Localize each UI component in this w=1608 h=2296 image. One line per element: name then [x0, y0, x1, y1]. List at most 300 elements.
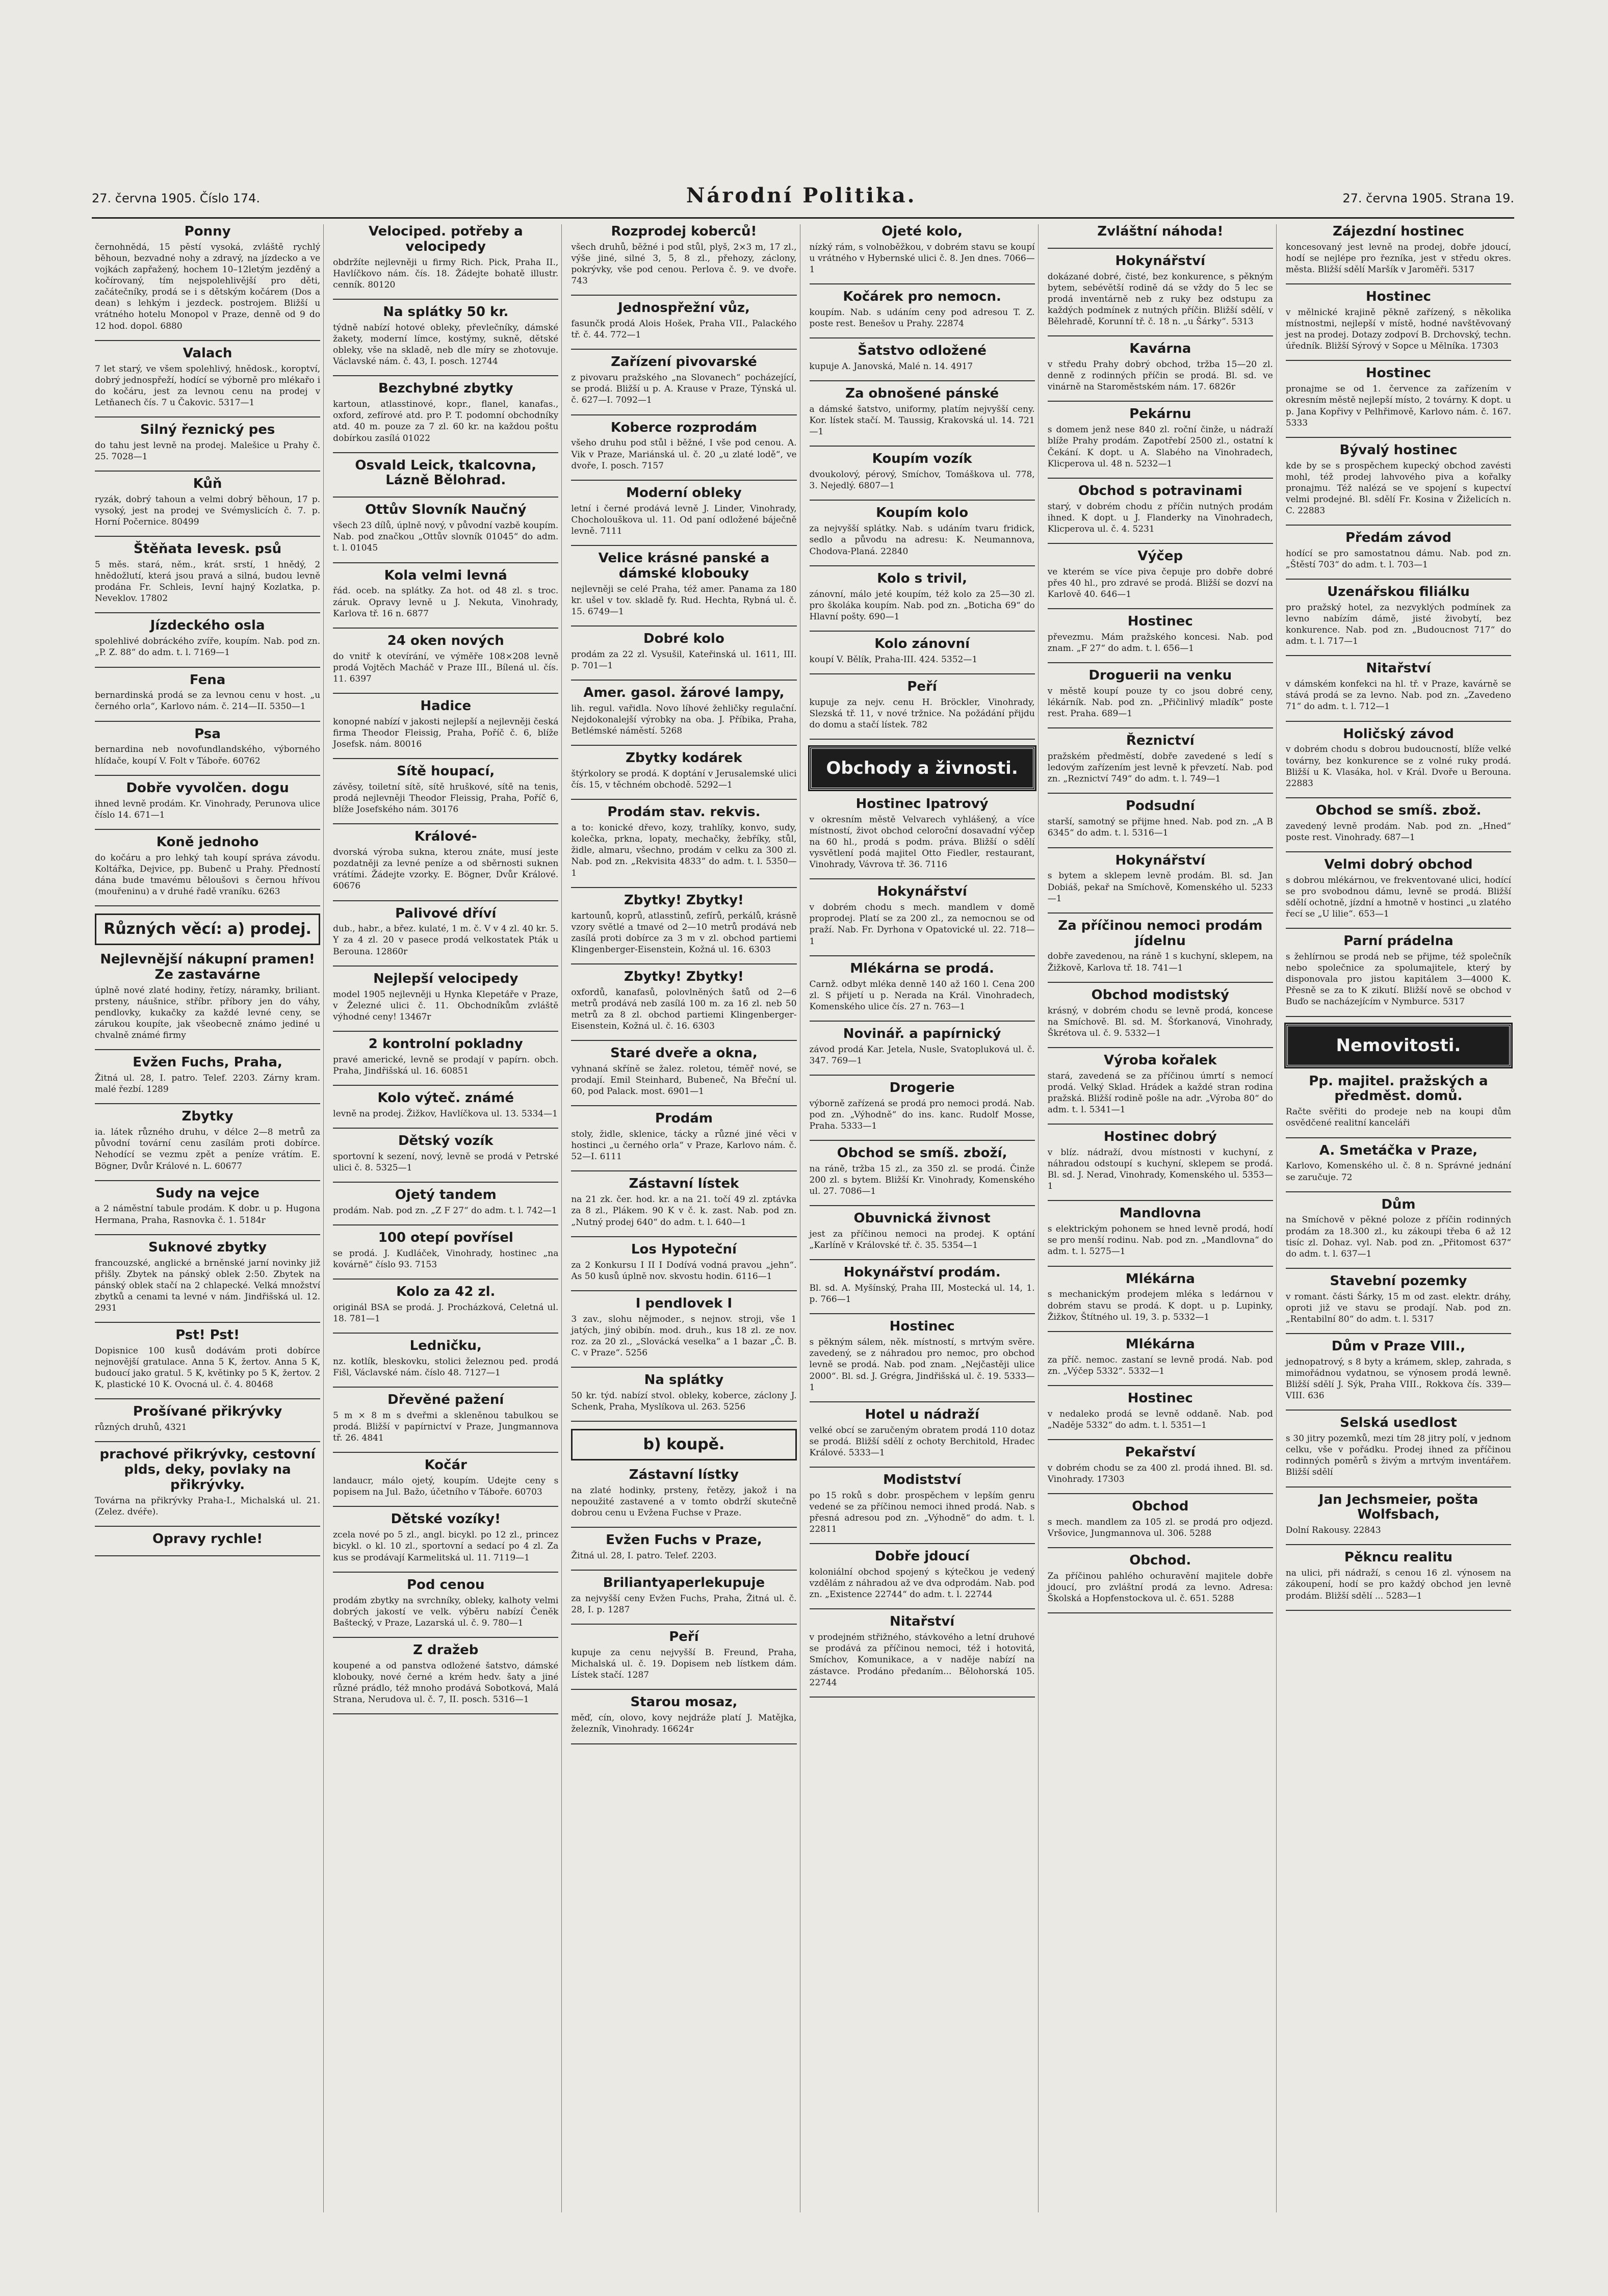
- ad-text: v blíz. nádraží, dvou místnosti v kuchyní, z náhradou odstoupí s kuchyní, sklepem se prodá. Bl. sd. J. Nerad, Vinohrady, Komenského ul. 5353—1: [1047, 1147, 1273, 1192]
- classified-ad: [571, 1296, 796, 1359]
- ad-divider: [571, 1367, 796, 1368]
- ad-heading: Hostinec: [1365, 289, 1431, 305]
- ad-text: ihned levně prodám. Kr. Vinohrady, Perunova ulice číslo 14. 671—1: [95, 798, 321, 820]
- classified-ad: [333, 1134, 558, 1173]
- ad-divider: [333, 562, 558, 563]
- ad-divider: [571, 349, 796, 350]
- classified-ad: [571, 1533, 796, 1561]
- ad-text: a dámské šatstvo, uniformy, platím nejvyšší ceny. Kor. lístek stačí. M. Taussig, Krakovská ul. 14. 721—1: [809, 404, 1035, 437]
- ad-text: řád. oceb. na splátky. Za hot. od 48 zl. s troc. záruk. Opravy levně u J. Nekuta, Vinohrady, Karlova tř. 16 n. 6877: [333, 586, 559, 619]
- ad-heading: Hokynářství: [877, 884, 967, 900]
- classified-ad: [571, 893, 796, 955]
- ad-divider: [810, 631, 1035, 632]
- ad-divider: [1048, 1493, 1273, 1494]
- classified-ad: [1048, 853, 1273, 904]
- ad-heading: Evžen Fuchs, Praha,: [133, 1055, 282, 1071]
- ad-divider: [1286, 721, 1511, 722]
- ad-divider: [1286, 1268, 1511, 1269]
- ad-text: Račte svěřiti do prodeje neb na koupi dům osvědčené realitní kanceláři: [1285, 1107, 1512, 1129]
- ad-divider: [95, 775, 320, 776]
- classified-ad: [95, 835, 320, 897]
- ad-text: převezmu. Mám pražského koncesi. Nab. pod znam. „F 27“ do adm. t. l. 656—1: [1047, 632, 1273, 654]
- ad-divider: [1048, 727, 1273, 728]
- classified-ad: [571, 1468, 796, 1519]
- classified-ad: [1048, 1553, 1273, 1604]
- ad-divider: [1286, 797, 1511, 798]
- ad-divider: [95, 536, 320, 537]
- ad-divider: [333, 1085, 558, 1086]
- ad-text: různých druhů, 4321: [95, 1422, 187, 1433]
- ad-heading: 24 oken nových: [387, 633, 504, 648]
- ad-heading: Podsudní: [1125, 798, 1195, 814]
- ad-text: koloniální obchod spojený s kýtečkou je vedený vzdělám z náhradou až ve dva odprodám. Nab. pod zn. „Existence 22744“ do adm. t. l. 22744: [809, 1567, 1035, 1600]
- ad-divider: [810, 1543, 1035, 1544]
- ad-heading: Palivové dříví: [395, 905, 497, 921]
- classified-ad: [571, 1111, 796, 1162]
- ad-text: prodám. Nab. pod zn. „Z F 27“ do adm. t. l. 742—1: [333, 1205, 557, 1216]
- classified-ad: [1286, 1274, 1511, 1325]
- ad-divider: [810, 739, 1035, 740]
- classified-ad: [333, 1578, 558, 1629]
- ad-heading: Zařízení pivovarské: [611, 354, 757, 370]
- ad-text: krásný, v dobrém chodu se levně prodá, koncese na Smíchově. Bl. sd. M. Šťorkanová, Vinohrady, Škrétova ul. č. 9. 5332—1: [1047, 1005, 1273, 1038]
- classified-ad: [333, 906, 558, 957]
- classified-ad: [1286, 1416, 1511, 1478]
- classified-ad: [95, 673, 320, 713]
- ad-heading: Dřevěné pažení: [387, 1392, 504, 1408]
- classified-ad: [95, 618, 320, 658]
- ad-text: v prodejném střižného, stávkového a letní druhové se prodává za příčinou nemoci, též i hotovitá, Smíchov, Komunikace, a v naděje nabízí na zástavce. Prodáno předaním... Bělohorská 105. 22744: [809, 1632, 1035, 1688]
- classified-ad: [810, 884, 1035, 947]
- classified-ad: [810, 1081, 1035, 1132]
- ad-heading: Králové-: [414, 829, 477, 845]
- classified-ad: [810, 386, 1035, 437]
- ad-divider: [810, 446, 1035, 447]
- ad-heading: Hadice: [420, 698, 472, 714]
- ad-divider: [810, 1259, 1035, 1260]
- ad-heading: Na splátky: [644, 1372, 724, 1388]
- ad-text: Za příčinou pahlého ochuravění majitele dobře jdoucí, pro zvláštní prodá za levno. Adresa: Školská a Hopfenstockova ul. č. 651. 5288: [1047, 1571, 1273, 1604]
- ad-divider: [571, 545, 796, 546]
- ad-heading: Obchod s potravinami: [1078, 483, 1242, 499]
- classified-ad: [1048, 614, 1273, 654]
- ad-divider: [571, 1570, 796, 1571]
- ad-text: dvoukolový, pérový, Smíchov, Tomáškova ul. 778, 3. Nejedlý. 6807—1: [809, 469, 1035, 491]
- ad-heading: Zástavní lístek: [629, 1176, 739, 1192]
- ad-heading: Hostinec: [889, 1319, 955, 1335]
- classified-ad: [95, 1404, 320, 1433]
- ad-text: na 21 zk. čer. hod. kr. a na 21. točí 49 zl. zptávka za 8 zl., Plákem. 90 K v č. k. zast. Nab. pod zn. „Nutný prodej 640“ do adm. t. l. 640—1: [571, 1194, 797, 1228]
- ad-heading: Sudy na vejce: [155, 1185, 260, 1201]
- classified-ad: [810, 344, 1035, 372]
- ad-text: originál BSA se prodá. J. Procházková, Celetná ul. 18. 781—1: [333, 1302, 559, 1324]
- ad-divider: [1286, 1544, 1511, 1545]
- ad-text: 3 zav., slohu nějmoder., s nejnov. stroji, vše 1 jatých, jiný obibín. mod. druh., kus 18 zl. ze nov. roz. za 20 zl., „Slovácká veselka“ a 1 bazar „Č. B. C. v Praze“. 5256: [571, 1314, 797, 1358]
- ad-divider: [810, 1697, 1035, 1698]
- ad-text: kupuje za cenu nejvyšší B. Freund, Praha, Michalská ul. č. 19. Dopisem neb lístkem dám. Lístek stačí. 1287: [571, 1648, 797, 1681]
- ad-divider: [810, 1140, 1035, 1141]
- ad-heading: Obchod se smíš. zbož.: [1315, 802, 1482, 818]
- ad-divider: [571, 799, 796, 800]
- ad-heading: Zástavní lístky: [629, 1467, 739, 1483]
- ad-heading: Za příčinou nemoci prodám jídelnu: [1058, 918, 1263, 949]
- classified-ad: [333, 568, 558, 619]
- classified-ad: [1048, 668, 1273, 719]
- ad-divider: [95, 667, 320, 668]
- ad-text: oxfordů, kanafasů, polovlněných šatů od 2—6 metrů prodává neb zasílá 100 m. za 16 zl. neb 50 metrů za 8 zl. obchod partiemi Klingenberger-Eisenstein, Kožná ul. č. 16. 6303: [571, 987, 797, 1032]
- ad-text: 5 měs. stará, něm., krát. srstí, 1 hnědý, 2 hnědožlutí, která jsou pravá a silná, budou levně prodána Fr. Schleis, Ievní hajný Kozlatka, p. Neveklov. 17802: [95, 560, 321, 604]
- classified-ad: [95, 781, 320, 821]
- ad-text: konopné nabízí v jakosti nejlepší a nejlevněji česká firma Theodor Fleissig, Praha, Poříč č. 6, blíže Josefsk. nám. 80016: [333, 716, 559, 749]
- classified-ad: [333, 1231, 558, 1270]
- ad-heading: Kočár: [424, 1457, 467, 1473]
- ad-text: ryzák, dobrý tahoun a velmi dobrý běhoun, 17 p. vysoký, jest na prodej ve Svémyslicích č. 7. p. Horní Počernice. 80499: [95, 494, 321, 528]
- ad-text: zánovní, málo jeté koupím, též kolo za 25—30 zl. pro školáka koupím. Nab. pod zn. „Boticha 69“ do Hlavní pošty. 690—1: [809, 589, 1035, 622]
- ad-divider: [810, 1021, 1035, 1022]
- ad-text: na ulici, při nádraží, s cenou 16 zl. výnosem na zákoupení, hodí se pro každý obchod jen levně prodám. Bližší sdělí ... 5283—1: [1285, 1568, 1512, 1601]
- ad-divider: [1048, 1266, 1273, 1267]
- ad-divider: [1286, 360, 1511, 361]
- ad-divider: [1048, 1612, 1273, 1613]
- classified-ad: [810, 452, 1035, 491]
- ad-text: kartounů, koprů, atlasstinů, zefírů, perkálů, krásně vzory světlé a tmavé od 2—10 metrů prodává neb zasílá proti dobírce za 3 m v zl. obchod partiemi Klingenberger-Eisenstein, Kožná ul. 16. 6303: [571, 910, 797, 955]
- classified-ad: [333, 224, 558, 291]
- classified-ad: [571, 1242, 796, 1282]
- ad-heading: Pst! Pst!: [175, 1327, 240, 1343]
- ad-heading: Briliantyaperlekupuje: [603, 1575, 765, 1591]
- classified-ad: [333, 1188, 558, 1216]
- classified-ad: [1286, 1074, 1511, 1129]
- ad-heading: Koně jednoho: [156, 834, 259, 850]
- classified-ad: [810, 1407, 1035, 1458]
- classified-ad: [571, 224, 796, 286]
- ad-text: v dobrém chodu s mech. mandlem v domě proprodej. Platí se za 200 zl., za nemocnou se od praží. Nab. Fr. Dyrhona v Opatovické ul. 22. 718—1: [809, 902, 1035, 947]
- ad-text: s mechanickým prodejem mléka s ledárnou v dobrém stavu se prodá. K dopt. u p. Lupinky, Žižkov, Štítného ul. 19, 3. p. 5332—1: [1047, 1289, 1273, 1322]
- ad-text: v dámském konfekci na hl. tř. v Praze, kavárně se stává prodá se za levno. Nab. pod zn. „Zavedeno 71“ do adm. t. l. 712—1: [1285, 679, 1512, 712]
- ad-divider: [333, 452, 558, 453]
- ad-text: francouzské, anglické a brněnské jarní novinky již přišly. Zbytek na pánský oblek 2:50. Zbytek na pánský oblek stačí na 2 chlapecké. Velká množství zbytků a cenami ta levné v nám. Jindřišská ul. 12. 2931: [95, 1258, 321, 1313]
- ad-divider: [333, 1506, 558, 1507]
- ad-divider: [1286, 1191, 1511, 1192]
- ad-divider: [333, 628, 558, 629]
- ad-heading: Suknové zbytky: [148, 1239, 267, 1255]
- ad-divider: [333, 1333, 558, 1334]
- ad-heading: Valach: [183, 345, 232, 361]
- ad-divider: [333, 299, 558, 300]
- section-banner: Obchody a živnosti.: [810, 747, 1035, 790]
- ad-text: a 2 náměstní tabule prodám. K dobr. u p. Hugona Hermana, Praha, Rasnovka č. 1. 5184r: [95, 1204, 321, 1225]
- ad-heading: Holičský závod: [1343, 726, 1454, 742]
- classified-ad: [810, 290, 1035, 329]
- classified-ad: [333, 1285, 558, 1324]
- ad-heading: Dům: [1381, 1196, 1416, 1212]
- ad-heading: Kola velmi levná: [384, 567, 507, 583]
- classified-ad: [810, 797, 1035, 870]
- ad-text: velké obcí se zaručeným obratem prodá 110 dotaz se prodá. Bližší sdělí z ochoty Berchitold, Hradec Králové. 5333—1: [809, 1425, 1035, 1458]
- section-banner: Nemovitosti.: [1286, 1024, 1511, 1067]
- ad-text: koupím. Nab. s udáním ceny pod adresou T. Z. poste rest. Benešov u Prahy. 22874: [809, 307, 1035, 329]
- ad-text: s žehlírnou se prodá neb se přijme, též společník nebo společnice za spolumajitele, který by disponovala pro jistou kapitálem 3—4000 K. Přesně se za to K zikutí. Bližší nově se obchod v Buďo se nacházejícím v Nymburce. 5317: [1285, 952, 1512, 1007]
- ad-heading: Pp. majitel. pražských a předměst. domů.: [1309, 1073, 1488, 1104]
- ad-heading: Opravy rychle!: [152, 1531, 263, 1547]
- classified-ad: [1286, 1143, 1511, 1183]
- classified-ad: [571, 1630, 796, 1681]
- ad-text: prodám zbytky na svrchníky, obleky, kalhoty velmi dobrých jakostí ve velk. výběru nabízí Čeněk Baštecký, v Praze, Lazarská ul. č. 9. 780—1: [333, 1595, 559, 1628]
- ad-divider: [571, 295, 796, 296]
- column-6: [1283, 224, 1514, 2212]
- ad-divider: [1048, 1439, 1273, 1440]
- ad-heading: Velmi dobrý obchod: [1324, 856, 1473, 872]
- ad-heading: Kolo zánovní: [874, 636, 970, 651]
- ad-heading: 2 kontrolní pokladny: [368, 1036, 523, 1052]
- ad-heading: Mandlovna: [1119, 1206, 1201, 1221]
- classified-ad: [810, 1211, 1035, 1251]
- ad-text: s elektrickým pohonem se hned levně prodá, hodí se pro menší rodinu. Nab. pod zn. „Mandlovna“ do adm. t. l. 5275—1: [1047, 1224, 1273, 1257]
- ad-heading: Fena: [189, 672, 226, 688]
- ad-heading: Mlékárna: [1125, 1336, 1195, 1352]
- ad-divider: [333, 1031, 558, 1032]
- ad-divider: [571, 1743, 796, 1744]
- classified-ad: [1048, 1391, 1273, 1431]
- classified-ad: [95, 224, 320, 332]
- ad-text: do vnitř k otevírání, ve výměře 108×208 levně prodá Vojtěch Macháč v Praze III., Bílená ul. čís. 11. 6397: [333, 651, 559, 684]
- ad-heading: Ojeté kolo,: [881, 224, 963, 239]
- ad-text: stará, zavedená se za příčinou úmrtí s nemocí prodá. Velký Sklad. Hrádek a každé stran rodina pražská. Bližší rodině pošle na adr. „Výroba 80“ do adm. t. l. 5341—1: [1047, 1071, 1273, 1115]
- newspaper-title: Národní Politika.: [686, 184, 917, 207]
- classified-ad: [1286, 585, 1511, 647]
- classified-ad: [1286, 1339, 1511, 1401]
- ad-heading: Selská usedlost: [1340, 1415, 1457, 1431]
- ad-divider: [333, 758, 558, 759]
- ad-divider: [95, 905, 320, 906]
- ad-text: zavedený levně prodám. Nab. pod zn. „Hned“ poste rest. Vinohrady. 687—1: [1285, 821, 1512, 843]
- classified-ad: [1286, 531, 1511, 570]
- ad-heading: Jan Jechsmeier, pošta Wolfsbach,: [1318, 1492, 1479, 1523]
- ad-text: dobře zavedenou, na ráně 1 s kuchyní, sklepem, na Žižkově, Karlova tř. 18. 741—1: [1047, 951, 1273, 973]
- classified-ad: [1286, 1550, 1511, 1601]
- ad-heading: Na splátky 50 kr.: [383, 304, 509, 320]
- ad-heading: Obuvnická živnost: [853, 1211, 991, 1227]
- ad-text: v dobrém chodu se za 400 zl. prodá ihned. Bl. sd. Vinohrady. 17303: [1047, 1463, 1273, 1484]
- ad-text: starší, samotný se přijme hned. Nab. pod zn. „A B 6345“ do adm. t. l. 5316—1: [1047, 817, 1273, 839]
- ad-text: ve kterém se více piva čepuje pro dobře dobré přes 40 hl., pro zdravé se prodá. Bližší se dozví na Karlově 40. 646—1: [1047, 566, 1273, 599]
- ad-text: koncesovaný jest levně na prodej, dobře jdoucí, hodí se nejlépe pro řezníka, jest v středu okres. města. Bližší sdělí Maršík v Jaroměři. 5317: [1285, 242, 1512, 275]
- ad-text: s dobrou mlékárnou, ve frekventované ulici, hodící se pro svobodnou dámu, levně se prodá. Bližší sdělí ochotně, jízdní a hmotně v hostinci „u zlatého řecí se „U lilie“. 653—1: [1285, 875, 1512, 920]
- ad-heading: Předám závod: [1345, 530, 1451, 546]
- classified-ad: [571, 1695, 796, 1735]
- ad-divider: [333, 375, 558, 376]
- newspaper-page: [92, 184, 1514, 2223]
- classified-ad: [571, 301, 796, 341]
- ad-divider: [95, 1526, 320, 1527]
- ad-heading: Psa: [194, 726, 221, 742]
- ad-text: v mělnické krajině pěkně zařízený, s několika místnostmi, nejlepší v místě, hodné navštěvovaný jest na prodej. Dotazy zodpoví B. Drchovský, techn. úředník. Bližší Sýrový v Sopce u Mělníka. 17303: [1285, 307, 1512, 352]
- ad-heading: prachové přikrývky, cestovní plds, deky, povlaky na přikrývky.: [99, 1447, 316, 1493]
- ad-heading: Dobře jdoucí: [874, 1549, 970, 1564]
- classified-ad: [1048, 484, 1273, 535]
- ad-heading: Ledničku,: [409, 1338, 482, 1354]
- classified-ad: [95, 727, 320, 767]
- column-3: [568, 224, 800, 2212]
- ad-divider: [1048, 1200, 1273, 1201]
- classified-ad: [333, 381, 558, 443]
- classified-ad: [333, 699, 558, 750]
- ad-divider: [1286, 283, 1511, 284]
- ad-divider: [333, 966, 558, 967]
- classified-ad: [1048, 224, 1273, 240]
- ad-text: jednopatrový, s 8 byty a krámem, sklep, zahrada, s mimořádnou vydatnou, se výnosem prodá lewně. Bližší sdělí J. Sýk, Praha VIII., Rokkova čís. 339—VIII. 636: [1285, 1356, 1512, 1401]
- ad-divider: [1048, 912, 1273, 914]
- ad-divider: [1048, 982, 1273, 983]
- ad-text: kupuje za nejv. cenu H. Bröckler, Vinohrady, Slezská tř. 11, v nové tržnice. Na požádání přijdu do domu a stačí lístek. 782: [809, 697, 1035, 730]
- ad-divider: [571, 1527, 796, 1528]
- ad-text: závěsy, toiletní sítě, sítě hruškové, sítě na tenis, prodá nejlevněji Theodor Fleissig, Praha, Poříč 6, blíže Josefského nám. 30176: [333, 781, 559, 815]
- ad-divider: [333, 1713, 558, 1714]
- ad-heading: Peří: [669, 1629, 699, 1645]
- ad-divider: [1286, 928, 1511, 929]
- ad-divider: [95, 416, 320, 418]
- ad-divider: [1286, 1333, 1511, 1334]
- classified-ad: [1286, 857, 1511, 920]
- ad-text: nz. kotlík, bleskovku, stolici železnou ped. prodá Fišl, Václavské nám. číslo 48. 7127—1: [333, 1356, 559, 1378]
- ad-text: v městě koupí pouze ty co jsou dobré ceny, lékárník. Nab. pod zn. „Přičinlivý mladík“ poste rest. Praha. 689—1: [1047, 686, 1273, 719]
- ad-divider: [333, 1452, 558, 1453]
- ad-divider: [1048, 401, 1273, 402]
- ad-divider: [571, 1105, 796, 1106]
- ad-heading: Nejlepší velocipedy: [373, 971, 518, 986]
- classified-ad: [1286, 366, 1511, 428]
- classified-ad: [810, 1146, 1035, 1197]
- ad-divider: [571, 1170, 796, 1171]
- classified-ad: [571, 751, 796, 791]
- classified-ad: [1048, 988, 1273, 1039]
- ad-divider: [333, 497, 558, 498]
- classified-ad: [333, 1393, 558, 1444]
- ad-text: letní i černé prodává levně J. Linder, Vinohrady, Chocholouškova ul. 11. Od paní odložené báječně levně. 7111: [571, 503, 797, 536]
- ad-text: za nejvyšší splátky. Nab. s udáním tvaru fridick, sedlo a původu na adresu: K. Neumannova, Chodova-Planá. 22840: [809, 524, 1035, 557]
- ad-divider: [810, 1205, 1035, 1206]
- ad-text: za 2 Konkursu I II I Dodívá vodná pravou „jehn“. As 50 kusů úplně nov. skvostu hodin. 6116—1: [571, 1260, 797, 1282]
- ad-divider: [1048, 847, 1273, 848]
- ad-text: nízký rám, s volnoběžkou, v dobrém stavu se koupí u vrátného v Hybernské ulici č. 8. Jen dnes. 7066—1: [809, 242, 1035, 275]
- ad-heading: Zbytky! Zbytky!: [624, 892, 744, 908]
- ad-divider: [333, 1387, 558, 1388]
- classified-ad: [571, 355, 796, 406]
- ad-heading: Parní prádelna: [1343, 933, 1454, 949]
- ad-heading: Hokynářství: [1115, 253, 1206, 269]
- ad-text: kartoun, atlasstinové, kopr., flanel, kanafas., oxford, zefírové atd. pro P. T. podomní obchodníky atd. 40 m. pouze za 7 zl. 60 kr. na každou poštu dobírkou zasílá 01022: [333, 399, 559, 443]
- ad-heading: Ojetý tandem: [395, 1187, 497, 1203]
- ad-text: měď, cín, olovo, kovy nejdráže platí J. Matějka, železník, Vinohrady. 16624r: [571, 1713, 797, 1735]
- classified-ad: [95, 1055, 320, 1095]
- ad-divider: [95, 612, 320, 613]
- ad-heading: Obchod se smíš. zboží,: [837, 1145, 1007, 1161]
- classified-ad: [333, 829, 558, 892]
- column-5: [1045, 224, 1277, 2212]
- ad-divider: [1286, 1410, 1511, 1411]
- classified-ad: [333, 1037, 558, 1077]
- ad-text: dokázané dobré, čisté, bez konkurence, s pěkným bytem, sebévětší rodině dá se vždy do 5 lec se prodá inventárně neb z ruky bez odstupu za každých podmínek z nutných příčin. Bližší sdělí, v Bělehradě, Korunní tř. č. 18 n. „u Šárky“. 5313: [1047, 271, 1273, 327]
- classified-ad: [571, 421, 796, 472]
- ad-text: pravé americké, levně se prodají v papírn. obch. Praha, Jindřišská ul. 16. 60851: [333, 1054, 559, 1076]
- classified-ad: [571, 551, 796, 617]
- ad-heading: A. Smetáčka v Praze,: [1319, 1142, 1478, 1158]
- ad-heading: Kočárek pro nemocn.: [843, 289, 1001, 305]
- ad-heading: Peří: [907, 679, 937, 694]
- header-date-issue: 27. června 1905. Číslo 174.: [92, 191, 261, 205]
- ad-heading: Hostinec: [1127, 1390, 1193, 1406]
- classified-ad: [571, 805, 796, 878]
- ad-text: z pivovaru pražského „na Slovanech“ pocházející, se prodá. Bližší u p. A. Krause v Praze, Týnská ul. č. 627—I. 7092—1: [571, 373, 797, 406]
- ad-text: stoly, židle, sklenice, tácky a různé jiné věci v hostinci „u černého orla“ v Praze, Karlovo nám. č. 52—I. 6111: [571, 1129, 797, 1162]
- ad-text: fasunčk prodá Alois Hošek, Praha VII., Palackého tř. č. 44. 772—1: [571, 319, 797, 341]
- ad-divider: [810, 878, 1035, 879]
- ad-heading: Výroba kořalek: [1103, 1052, 1217, 1068]
- ad-divider: [95, 1103, 320, 1104]
- classified-ad: [810, 680, 1035, 730]
- classified-ad: [333, 1512, 558, 1563]
- ad-heading: Dětský vozík: [398, 1133, 494, 1149]
- ad-text: týdně nabízí hotové obleky, převlečníky, dámské žakety, moderní límce, kostýmy, sukně, dětské obleky, vše na skladě, neb dle míry se zhotovuje. Václavské nám. č. 43, I. posch. 12744: [333, 322, 559, 367]
- classified-ad: [810, 961, 1035, 1012]
- classified-ad: [95, 423, 320, 462]
- ad-heading: I pendlovek I: [635, 1295, 733, 1311]
- classified-ad: [571, 1373, 796, 1413]
- ad-heading: Šatstvo odložené: [858, 343, 987, 359]
- ad-divider: [810, 1467, 1035, 1468]
- ad-text: Carnž. odbyt mléka denně 140 až 160 l. Cena 200 zl. S přijetí u p. Nerada na Král. Vinohradech, Komenského ulice čís. 27 n. 763—1: [809, 979, 1035, 1012]
- ad-heading: Bývalý hostinec: [1339, 442, 1458, 458]
- ad-text: spolehlivé dobráckého zvíře, koupím. Nab. pod zn. „P. Z. 88“ do adm. t. l. 7169—1: [95, 636, 321, 658]
- ad-divider: [1286, 655, 1511, 656]
- ad-text: pražském předměstí, dobře zavedené s ledí s ledovým zařízením jest levně k převzetí. Nab. pod zn. „Reznictví 749“ do adm. t. l. 749—1: [1047, 751, 1273, 785]
- classified-ad: [1048, 1499, 1273, 1539]
- classified-ad: [1048, 1206, 1273, 1257]
- ad-heading: Hokynářství prodám.: [843, 1265, 1001, 1281]
- ad-heading: Obchod: [1132, 1498, 1189, 1514]
- ad-heading: 100 otepí povřísel: [378, 1230, 513, 1245]
- ad-divider: [810, 565, 1035, 566]
- ad-heading: Droguerii na venku: [1088, 668, 1232, 684]
- ad-text: Žitná ul. 28, I. patro. Telef. 2203. Zárny kram. malé řezbí. 1289: [95, 1073, 321, 1095]
- ad-heading: Velociped. potřeby a velocipedy: [368, 224, 523, 254]
- classified-ad: [571, 686, 796, 737]
- ad-divider: [571, 963, 796, 964]
- ad-heading: Los Hypoteční: [631, 1241, 737, 1257]
- classified-ad: [1286, 1197, 1511, 1260]
- ad-divider: [571, 1290, 796, 1291]
- classified-ad: [95, 1240, 320, 1314]
- ad-text: výborně zařízená se prodá pro nemoci prodá. Nab. pod zn. „Výhodně“ do ins. kanc. Rudolf Mosse, Praha. 5333—1: [809, 1098, 1035, 1131]
- classified-ad: [1048, 1445, 1273, 1485]
- classified-ad: [810, 1549, 1035, 1600]
- ad-heading: Kolo výteč. známé: [377, 1090, 514, 1106]
- ad-heading: Hostinec: [1365, 366, 1431, 381]
- ad-heading: Kavárna: [1129, 341, 1191, 357]
- ad-text: bernardina neb novofundlandského, výborného hlídače, koupí V. Folt v Táboře. 60762: [95, 744, 321, 766]
- ad-divider: [810, 1608, 1035, 1609]
- ad-heading: Bezchybné zbytky: [378, 381, 513, 397]
- column-1: [92, 224, 324, 2212]
- ad-text: na Smíchově v pěkné poloze z příčin rodinných prodám za 18.300 zl., ku zákoupi třeba 6 až 12 tisíc zl. Dohaz. vyl. Nab. pod zn. „Přitomost 637“ do adm. t. l. 637—1: [1285, 1215, 1512, 1259]
- ad-heading: Amer. gasol. žárové lampy,: [583, 685, 785, 700]
- ad-heading: Novinář. a papírnický: [843, 1026, 1001, 1041]
- ad-heading: Řeznictví: [1126, 733, 1195, 749]
- ad-divider: [1048, 1047, 1273, 1048]
- ad-divider: [571, 625, 796, 627]
- ad-text: do tahu jest levně na prodej. Malešice u Prahy č. 25. 7028—1: [95, 440, 321, 462]
- ad-divider: [95, 1322, 320, 1323]
